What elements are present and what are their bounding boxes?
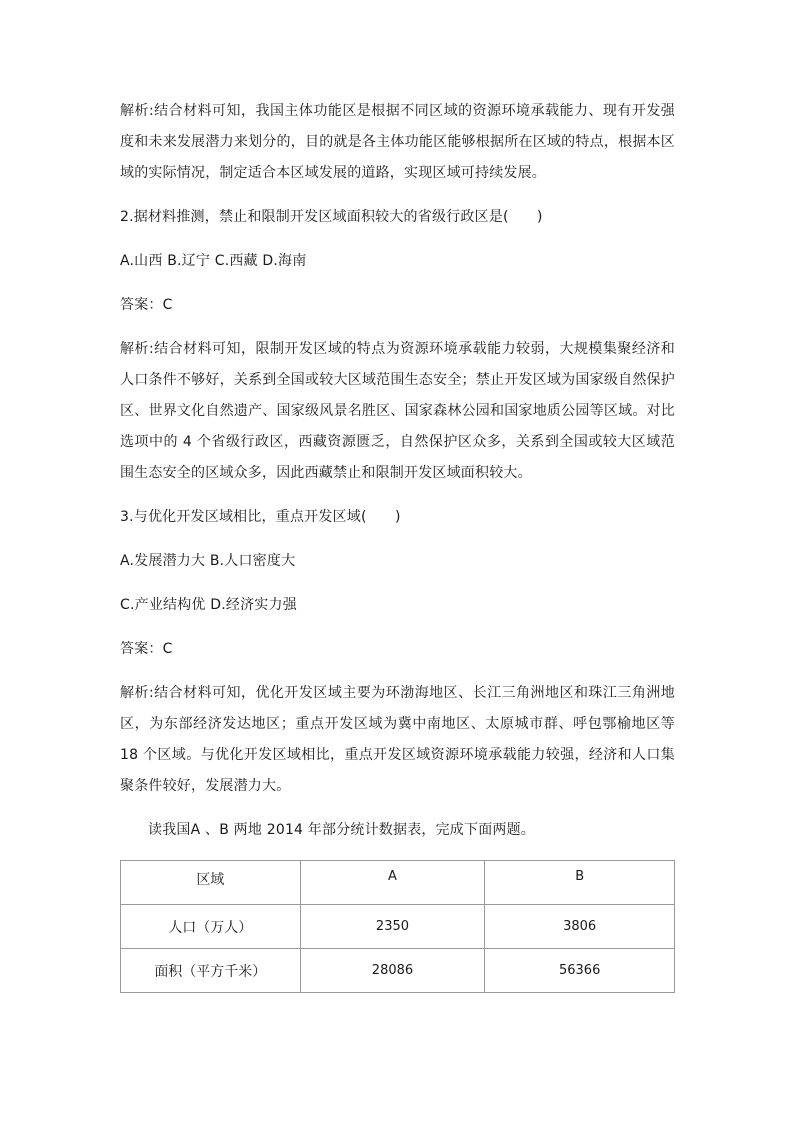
question-3-options-line2: C.产业结构优 D.经济实力强 (120, 597, 297, 613)
table-row (121, 905, 675, 949)
question-2-options: A.山西 B.辽宁 C.西藏 D.海南 (120, 253, 307, 269)
question-3-analysis: 解析:结合材料可知，优化开发区域主要为环渤海地区、长江三角洲地区和珠江三角洲地区，为东部经济发达地区；重点开发区域为冀中南地区、太原城市群、呼包鄂榆地区等 18 个区域。与优化开发区域相比，重点开发区域资源环境承载能力较强，经济和人口集聚条件较好，发展潜力大。 (120, 685, 675, 794)
cell-area-b: 56366 (485, 949, 675, 993)
question-2: 2.据材料推测，禁止和限制开发区域面积较大的省级行政区是( ) (120, 209, 543, 225)
question-3: 3.与优化开发区域相比，重点开发区域( ) (120, 509, 401, 525)
table-intro: 读我国A 、B 两地 2014 年部分统计数据表，完成下面两题。 (148, 822, 536, 838)
table-header-row (121, 861, 675, 905)
document-page (120, 96, 675, 993)
header-cell-b: B (485, 861, 675, 905)
cell-population-b: 3806 (485, 905, 675, 949)
cell-area-a: 28086 (300, 949, 485, 993)
question-2-answer: 答案：C (120, 297, 173, 313)
question-2-analysis: 解析:结合材料可知，限制开发区域的特点为资源环境承载能力较弱，大规模集聚经济和人口条件不够好，关系到全国或较大区域范围生态安全；禁止开发区域为国家级自然保护区、世界文化自然遗产、国家级风景名胜区、国家森林公园和国家地质公园等区域。对比选项中的 4 个省级行政区，西藏资源匮乏，自然保护区众多，关系到全国或较大区域范围生态安全的区域众多，因此西藏禁止和限制开发区域面积较大。 (120, 341, 675, 481)
q1-analysis: 解析:结合材料可知，我国主体功能区是根据不同区域的资源环境承载能力、现有开发强度和未来发展潜力来划分的，目的就是各主体功能区能够根据所在区域的特点，根据本区域的实际情况，制定适合本区域发展的道路，实现区域可持续发展。 (120, 103, 675, 181)
header-cell-a: A (300, 861, 485, 905)
header-cell-region: 区域 (121, 861, 301, 905)
row-label-population: 人口（万人） (121, 905, 301, 949)
question-3-options-line1: A.发展潜力大 B.人口密度大 (120, 553, 296, 569)
statistics-table (120, 860, 675, 993)
row-label-area: 面积（平方千米） (121, 949, 301, 993)
cell-population-a: 2350 (300, 905, 485, 949)
question-3-answer: 答案：C (120, 641, 173, 657)
table-row (121, 949, 675, 993)
